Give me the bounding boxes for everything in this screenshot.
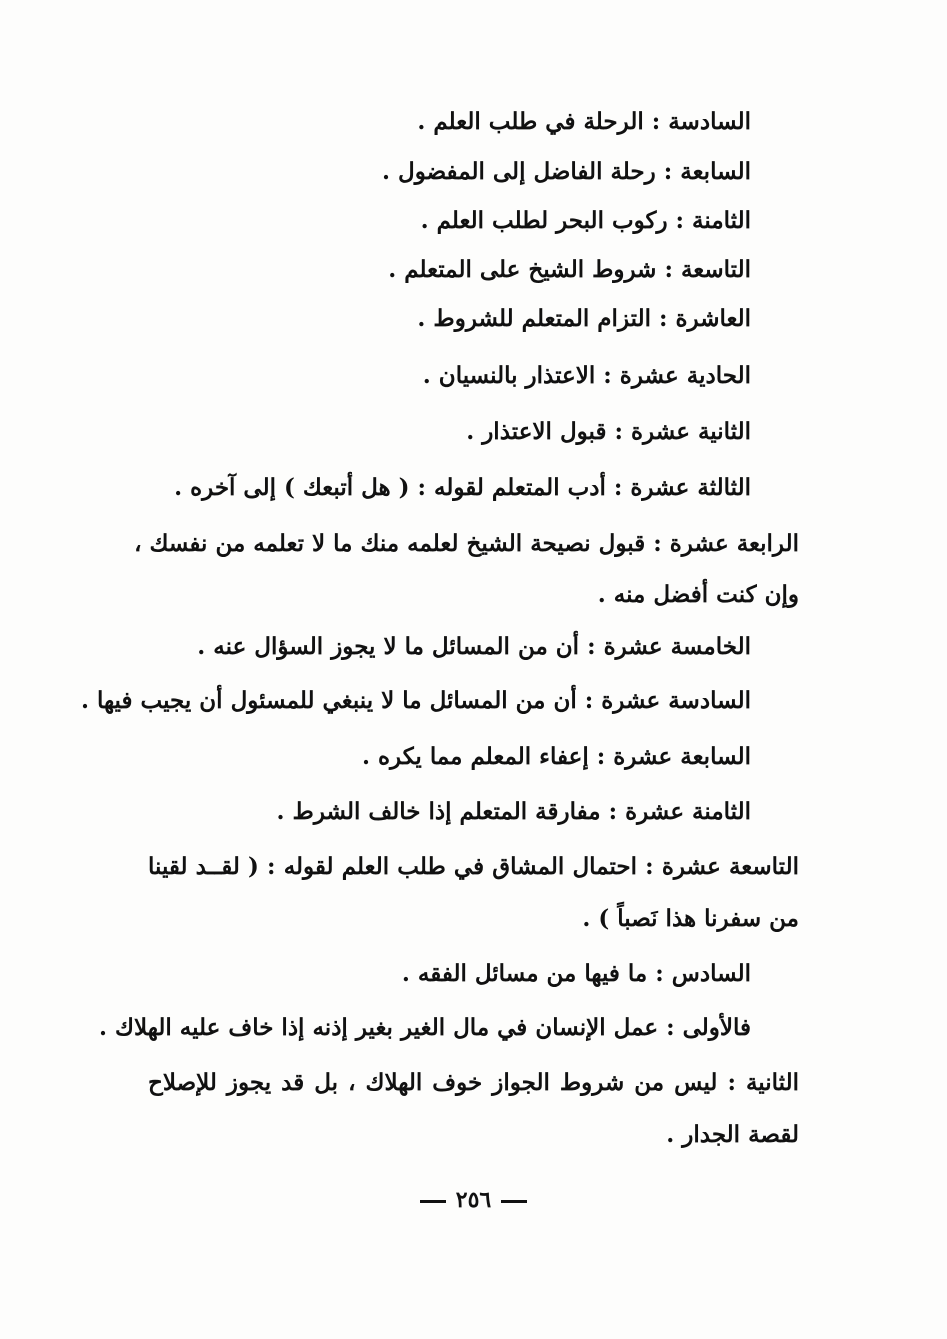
text-line-6: الحادية عشرة : الاعتذار بالنسيان . (422, 362, 751, 389)
text-line-7: الثانية عشرة : قبول الاعتذار . (466, 418, 751, 445)
text-line-2: السابعة : رحلة الفاضل إلى المفضول . (382, 158, 751, 185)
text-line-8: الثالثة عشرة : أدب المتعلم لقوله : ( هل أتبعك ) إلى آخره . (174, 474, 751, 501)
text-line-9: الرابعة عشرة : قبول نصيحة الشيخ لعلمه منك ما لا تعلمه من نفسك ، (134, 530, 799, 557)
text-line-15: التاسعة عشرة : احتمال المشاق في طلب العلم لقوله : ( لقــد لقينا (148, 853, 799, 880)
text-line-14: الثامنة عشرة : مفارقة المتعلم إذا خالف الشرط . (276, 798, 751, 825)
text-line-10: وإن كنت أفضل منه . (597, 581, 799, 608)
text-line-18: فالأولى : عمل الإنسان في مال الغير بغير إذنه إذا خاف عليه الهلاك . (99, 1014, 751, 1041)
text-line-20: لقصة الجدار . (666, 1121, 799, 1148)
page-number (0, 1186, 947, 1214)
text-line-5: العاشرة : التزام المتعلم للشروط . (417, 305, 751, 332)
text-line-3: الثامنة : ركوب البحر لطلب العلم . (420, 207, 751, 234)
text-line-1: السادسة : الرحلة في طلب العلم . (417, 108, 751, 135)
page-number-dash-right (501, 1200, 527, 1203)
text-line-17: السادس : ما فيها من مسائل الفقه . (401, 960, 751, 987)
page-number-value: ٢٥٦ (455, 1187, 492, 1213)
text-line-13: السابعة عشرة : إعفاء المعلم مما يكره . (361, 743, 751, 770)
text-line-11: الخامسة عشرة : أن من المسائل ما لا يجوز السؤال عنه . (197, 633, 751, 660)
text-line-16: من سفرنا هذا نَصباً ) . (582, 905, 799, 932)
text-line-19: الثانية : ليس من شروط الجواز خوف الهلاك ، بل قد يجوز للإصلاح (148, 1069, 799, 1096)
text-line-4: التاسعة : شروط الشيخ على المتعلم . (388, 256, 751, 283)
page-number-dash-left (420, 1200, 446, 1203)
text-line-12: السادسة عشرة : أن من المسائل ما لا ينبغي للمسئول أن يجيب فيها . (80, 687, 751, 714)
